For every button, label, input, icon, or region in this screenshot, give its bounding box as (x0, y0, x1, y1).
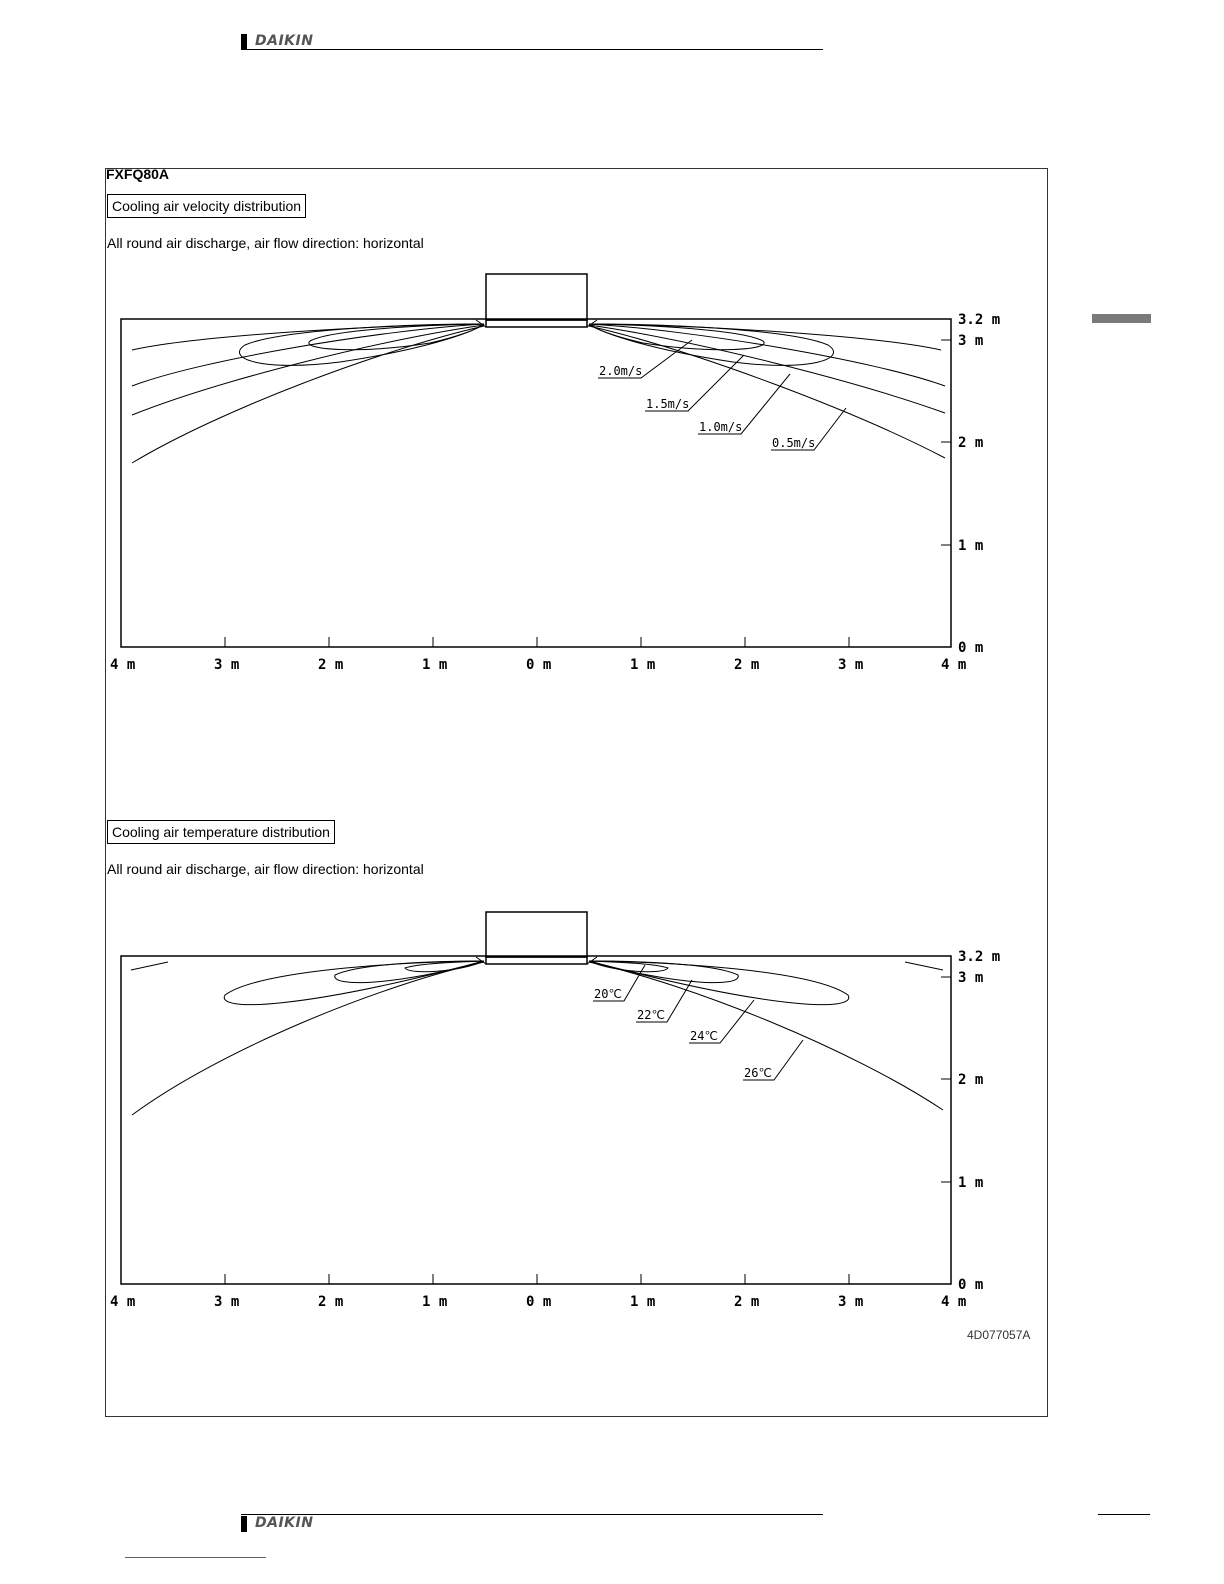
y-tick-label: 0 m (958, 1277, 984, 1293)
footer-rule (241, 1514, 823, 1515)
x-tick-label: 0 m (526, 1294, 552, 1310)
y-tick-label: 3.2 m (958, 949, 1001, 965)
label-2.0: 2.0m/s (599, 364, 643, 378)
contour-edge-right (905, 962, 943, 970)
y-tick-label: 3 m (958, 970, 984, 986)
velocity-section-title: Cooling air velocity distribution (107, 194, 306, 218)
y-tick-label: 3.2 m (958, 312, 1001, 328)
y-ticks (941, 340, 951, 545)
label-1.0: 1.0m/s (699, 420, 743, 434)
x-tick-label: 1 m (422, 1294, 448, 1310)
contour-26-right (589, 962, 943, 1110)
y-tick-label: 0 m (958, 640, 984, 656)
contour-2.0-right (589, 324, 764, 350)
document-reference: 4D077057A (967, 1328, 1031, 1342)
x-tick-label: 4 m (941, 1294, 967, 1310)
contour-edge-left (131, 962, 168, 970)
model-title: FXFQ80A (106, 166, 170, 182)
unit-panel (486, 320, 587, 327)
velocity-labels (599, 364, 815, 450)
logo-bar (241, 1516, 247, 1532)
footer-logo (241, 1516, 341, 1532)
y-tick-label: 1 m (958, 1175, 984, 1191)
y-tick-label: 1 m (958, 538, 984, 554)
velocity-section-caption: All round air discharge, air flow direction: horizontal (107, 235, 424, 251)
label-24: 24℃ (690, 1029, 718, 1043)
temperature-section-caption: All round air discharge, air flow direction: horizontal (107, 861, 424, 877)
x-ticks (225, 1274, 849, 1284)
y-tick-label: 3 m (958, 333, 984, 349)
x-tick-label: 2 m (734, 657, 760, 673)
unit-panel (486, 957, 587, 964)
x-tick-label: 2 m (318, 657, 344, 673)
x-tick-label: 4 m (941, 657, 967, 673)
label-20: 20℃ (594, 987, 622, 1001)
footer-brand: DAIKIN (255, 1515, 314, 1531)
x-tick-label: 0 m (526, 657, 552, 673)
velocity-diagram (121, 274, 951, 647)
x-tick-label: 4 m (110, 657, 136, 673)
x-tick-label: 1 m (630, 657, 656, 673)
temperature-section-title: Cooling air temperature distribution (107, 820, 335, 844)
x-tick-label: 3 m (838, 657, 864, 673)
x-tick-label: 1 m (630, 1294, 656, 1310)
x-tick-label: 3 m (214, 657, 240, 673)
temperature-diagram (121, 912, 951, 1284)
header-brand: DAIKIN (255, 33, 314, 49)
contour-0.5-left-bottom (132, 326, 484, 463)
room-outline (121, 319, 951, 647)
x-ticks (225, 637, 849, 647)
x-tick-label: 2 m (734, 1294, 760, 1310)
y-tick-label: 2 m (958, 435, 984, 451)
label-1.5: 1.5m/s (646, 397, 690, 411)
x-tick-label: 2 m (318, 1294, 344, 1310)
room-outline (121, 956, 951, 1284)
temperature-axis-labels (110, 949, 1000, 1310)
x-tick-label: 3 m (214, 1294, 240, 1310)
x-tick-label: 1 m (422, 657, 448, 673)
temperature-labels (594, 987, 772, 1080)
contour-26-left (132, 962, 484, 1115)
discharge-vanes (476, 957, 597, 964)
label-0.5: 0.5m/s (772, 436, 816, 450)
label-22: 22℃ (637, 1008, 665, 1022)
indoor-unit (486, 912, 587, 957)
velocity-axis-labels (110, 312, 1000, 673)
y-tick-label: 2 m (958, 1072, 984, 1088)
label-26: 26℃ (744, 1066, 772, 1080)
contour-0.5-right-top (589, 325, 945, 413)
footer-link-underline[interactable] (125, 1557, 266, 1558)
y-ticks (941, 977, 951, 1182)
contour-2.0-left (309, 324, 484, 350)
x-tick-label: 3 m (838, 1294, 864, 1310)
discharge-vanes (476, 320, 597, 327)
x-tick-label: 4 m (110, 1294, 136, 1310)
footer-page-rule (1098, 1514, 1150, 1515)
indoor-unit (486, 274, 587, 320)
